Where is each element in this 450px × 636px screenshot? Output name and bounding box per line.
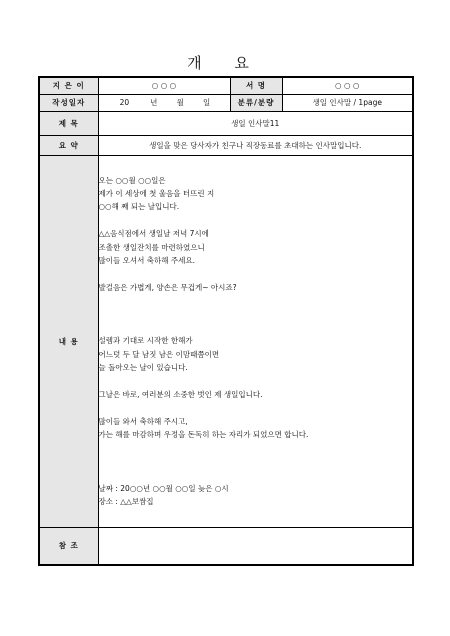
- summary-form-table: [38, 76, 414, 566]
- content-line: 많이들 와서 축하해 주시고,: [98, 416, 188, 426]
- content-body[interactable]: [98, 155, 413, 527]
- content-line: 오는 ○○월 ○○일은: [98, 175, 166, 185]
- content-line: ○○해 째 되는 날입니다.: [98, 202, 180, 212]
- content-line: [99, 267, 413, 280]
- content-line: 늘 돌아오는 날이 있습니다.: [98, 363, 188, 373]
- category-value[interactable]: 생일 인사말 / 1page: [282, 94, 413, 111]
- date-row: [39, 94, 413, 111]
- content-line: 조촐한 생일잔치를 마련하였으니: [98, 242, 205, 252]
- content-line: [99, 401, 413, 414]
- date-value[interactable]: [98, 94, 230, 111]
- reference-row: [39, 527, 413, 565]
- content-row: [39, 155, 413, 527]
- summary-label: 요 약: [39, 135, 98, 155]
- content-lines: [99, 174, 413, 509]
- content-line: [99, 441, 413, 454]
- content-line: 제가 이 세상에 첫 울음을 터뜨린 지: [98, 189, 215, 198]
- signature-value[interactable]: ○ ○ ○: [282, 77, 413, 94]
- summary-value[interactable]: 생일을 맞은 당사자가 친구나 직장동료를 초대하는 인사말입니다.: [98, 135, 413, 155]
- subject-label: 제 목: [39, 111, 98, 135]
- date-year: 20: [119, 98, 130, 107]
- page-title: 개 요: [187, 54, 263, 72]
- content-line: [99, 294, 413, 307]
- signature-label: 서 명: [230, 77, 282, 94]
- content-line: [99, 455, 413, 468]
- reference-value[interactable]: [98, 527, 413, 565]
- content-line: [99, 374, 413, 387]
- content-line: △△음식점에서 생일날 저녁 7시에: [98, 229, 209, 239]
- date-day-unit: 일: [202, 98, 211, 107]
- content-line: 그날은 바로, 여러분의 소중한 벗인 제 생일입니다.: [98, 389, 263, 399]
- content-line: 장소 : △△보쌈집: [98, 496, 154, 506]
- content-line: 많이들 오셔서 축하해 주세요.: [98, 255, 195, 265]
- content-label: 내 용: [39, 155, 98, 527]
- author-value[interactable]: ○ ○ ○: [98, 77, 230, 94]
- content-line: [99, 321, 413, 334]
- content-line: 가는 해를 마감하며 우정을 돈독히 하는 자리가 되었으면 합니다.: [98, 430, 309, 440]
- content-line: [99, 308, 413, 321]
- category-label: 분류/분량: [230, 94, 282, 111]
- content-line: 날짜 : 20○○년 ○○월 ○○일 늦은 ○시: [98, 483, 229, 493]
- date-year-unit: 년: [150, 98, 158, 107]
- author-label: 지 은 이: [39, 77, 98, 94]
- content-line: 어느덧 두 달 남짓 남은 이맘때쯤이면: [98, 349, 220, 359]
- subject-value[interactable]: 생일 인사말11: [98, 111, 413, 135]
- content-line: 발걸음은 가볍게, 양손은 무겁게~ 아시죠?: [98, 282, 237, 292]
- content-line: 설렘과 기대로 시작한 한해가: [98, 336, 193, 346]
- summary-row: [39, 135, 413, 155]
- subject-row: [39, 111, 413, 135]
- author-row: [39, 77, 413, 94]
- reference-label: 참 조: [39, 527, 98, 565]
- content-line: [99, 214, 413, 227]
- content-line: [99, 468, 413, 481]
- date-month-unit: 월: [176, 98, 184, 107]
- date-label: 작성일자: [39, 94, 98, 111]
